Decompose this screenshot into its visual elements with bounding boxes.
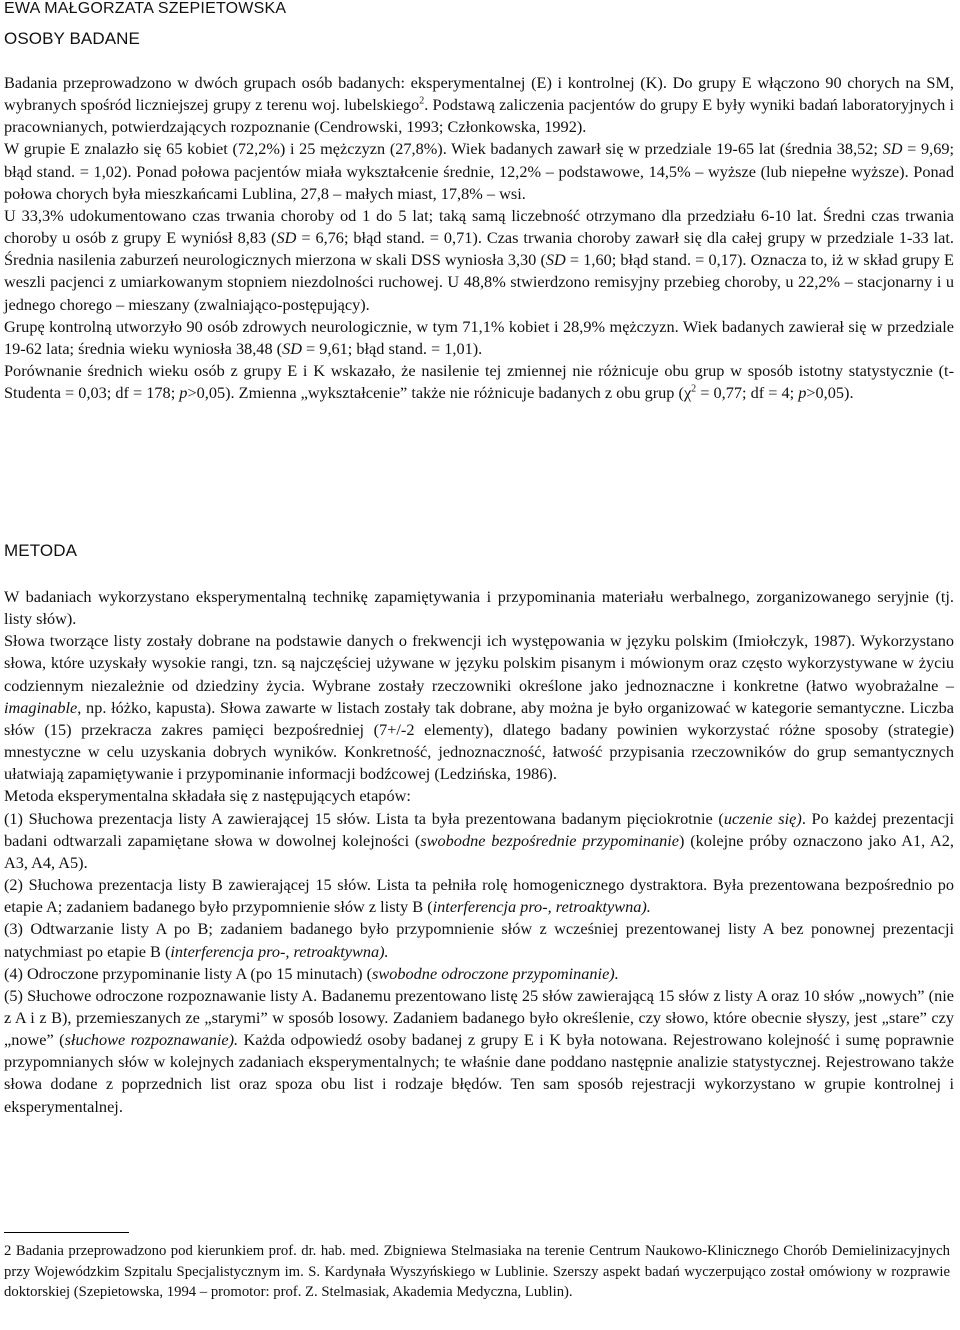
section-body-osoby-badane bbox=[4, 72, 954, 404]
paragraph: Słowa tworzące listy zostały dobrane na podstawie danych o frekwencji ich występowania w języku polskim (Imiołczyk, 1987). Wykorzystano słowa, które uzyskały wysokie rangi, tzn. są najczęściej używane w języku polskim pisanym i mówionym oraz często wykorzystywane w życiu codziennym niezależnie od dziedziny życia. Wybrane zostały rzeczowniki określone jako jednoznaczne i konkretne (łatwo wyobrażalne – imaginable, np. łóżko, kapusta). Słowa zawarte w listach zostały tak dobrane, aby można je było organizować w kategorie semantyczne. Liczba słów (15) przekracza zakres pamięci bezpośredniej (7+/-2 elementy), dlatego badany powinien wykorzystać różne sposoby (strategie) mnestyczne w celu uzyskania dobrych wyników. Konkretność, jednoznaczność, łatwość przypisania rzeczowników do grup semantycznych ułatwiają zapamiętywanie i przypominanie informacji bodźcowej (Ledzińska, 1986). bbox=[4, 631, 954, 784]
procedure-step-2: (2) Słuchowa prezentacja listy B zawierającej 15 słów. Lista ta pełniła rolę homogenicznego dystraktora. Była prezentowana bezpośrednio po etapie A; zadaniem badanego było przypomnienie słów z listy B (interferencja pro-, retroaktywna). bbox=[4, 875, 954, 917]
paragraph: Porównanie średnich wieku osób z grupy E i K wskazało, że nasilenie tej zmiennej nie różnicuje obu grup w sposób istotny statystycznie (t-Studenta = 0,03; df = 178; p>0,05). Zmienna „wykształcenie” także nie różnicuje badanych z obu grup ($\chi^2 = 0,77$; df = 4; p>0,05). bbox=[4, 361, 954, 403]
paragraph: U 33,3% udokumentowano czas trwania choroby od 1 do 5 lat; taką samą liczebność otrzymano dla przedziału 6-10 lat. Średni czas trwania choroby u osób z grupy E wyniósł 8,83 (SD = 6,76; błąd stand. = 0,71). Czas trwania choroby zawarł się dla całej grupy w przedziale 1-33 lat. Średnia nasilenia zaburzeń neurologicznych mierzona w skali DSS wyniosła 3,30 (SD = 1,60; błąd stand. = 0,17). Oznacza to, iż w skład grupy E weszli pacjenci z umiarkowanym stopniem niezdolności ruchowej. U 48,8% stwierdzono remisyjny przebieg choroby, u 22,2% – stacjonarny i u jednego chorego – mieszany (zwalniająco-postępujący). bbox=[4, 205, 954, 314]
section-body-metoda bbox=[4, 586, 954, 1118]
procedure-step-5: (5) Słuchowe odroczone rozpoznawanie listy A. Badanemu prezentowano listę 25 słów zawierającą 15 słów z listy A oraz 10 słów „nowych” (nie z A i z B), przemieszanych ze „starymi” w sposób losowy. Zadaniem badanego było określenie, czy słowo, które obecnie słyszy, jest „stare” czy „nowe” (słuchowe rozpoznawanie). Każda odpowiedź osoby badanej z grupy E i K była notowana. Rejestrowano kolejność i sumę poprawnie przypomnianych słów w kolejnych zadaniach eksperymentalnych; te właśnie dane poddano następnie analizie statystycznej. Rejestrowano także słowa dodane z poprzednich list oraz spoza obu list i rodzaje błędów. Ten sam sposób rejestracji wykorzystano w grupie kontrolnej i eksperymentalnej. bbox=[4, 985, 954, 1116]
procedure-step-1: (1) Słuchowa prezentacja listy A zawierającej 15 słów. Lista ta była prezentowana badanym pięciokrotnie (uczenie się). Po każdej prezentacji badani odtwarzali zapamiętane słowa w dowolnej kolejności (swobodne bezpośrednie przypominanie) (kolejne próby oznaczono jako A1, A2, A3, A4, A5). bbox=[4, 808, 955, 872]
paragraph: Metoda eksperymentalna składała się z następujących etapów: bbox=[4, 786, 411, 806]
footnote-number: 2 bbox=[4, 1243, 12, 1259]
paragraph: Badania przeprowadzono w dwóch grupach osób badanych: eksperymentalnej (E) i kontrolnej (K). Do grupy E włączono 90 chorych na SM, wybranych spośród liczniejszej grupy z terenu woj. lubelskiego$^2$. Podstawą zaliczenia pacjentów do grupy E były wyniki badań laboratoryjnych i pracownianych, potwierdzających rozpoznanie (Cendrowski, 1993; Członkowska, 1992). bbox=[4, 73, 954, 137]
running-header-author: EWA MAŁGORZATA SZEPIETOWSKA bbox=[4, 0, 287, 17]
paragraph: W grupie E znalazło się 65 kobiet (72,2%) i 25 mężczyzn (27,8%). Wiek badanych zawarł się w przedziale 19-65 lat (średnia 38,52; SD = 9,69; błąd stand. = 1,02). Ponad połowa pacjentów miała wykształcenie średnie, 12,2% – podstawowe, 14,5% – wyższe (lub niepełne wyższe). Ponad połowa chorych była mieszkańcami Lublina, 27,8 – małych miast, 17,8% – wsi. bbox=[4, 139, 954, 203]
procedure-step-4: (4) Odroczone przypominanie listy A (po 15 minutach) (swobodne odroczone przypominanie). bbox=[4, 963, 619, 983]
section-title-metoda: METODA bbox=[4, 541, 78, 560]
paragraph: Grupę kontrolną utworzyło 90 osób zdrowych neurologicznie, w tym 71,1% kobiet i 28,9% mężczyzn. Wiek badanych zawierał się w przedziale 19-62 lata; średnia wieku wyniosła 38,48 (SD = 9,61; błąd stand. = 1,01). bbox=[4, 316, 954, 358]
paragraph: W badaniach wykorzystano eksperymentalną technikę zapamiętywania i przypominania materiału werbalnego, zorganizowanego seryjnie (tj. listy słów). bbox=[4, 587, 954, 629]
footnote-text: Badania przeprowadzono pod kierunkiem prof. dr. hab. med. Zbigniewa Stelmasiaka na terenie Centrum Naukowo-Klinicznego Chorób Demielinizacyjnych przy Wojewódzkim Szpitalu Specjalistycznym im. S. Kardynała Wyszyńskiego w Lublinie. Szerszy aspekt badań wyczerpująco został omówiony w rozprawie doktorskiej (Szepietowska, 1994 – promotor: prof. Z. Stelmasiak, Akademia Medyczna, Lublin). bbox=[4, 1243, 951, 1301]
procedure-step-3: (3) Odtwarzanie listy A po B; zadaniem badanego było przypomnienie słów z wcześniej prezentowanej listy A bez ponownej prezentacji natychmiast po etapie B (interferencja pro-, retroaktywna). bbox=[4, 919, 954, 961]
footnote-reference[interactable]: 2 bbox=[419, 95, 425, 107]
footnote bbox=[4, 1241, 950, 1303]
footnote-separator bbox=[4, 1232, 129, 1233]
section-title-osoby-badane: OSOBY BADANE bbox=[4, 29, 140, 48]
